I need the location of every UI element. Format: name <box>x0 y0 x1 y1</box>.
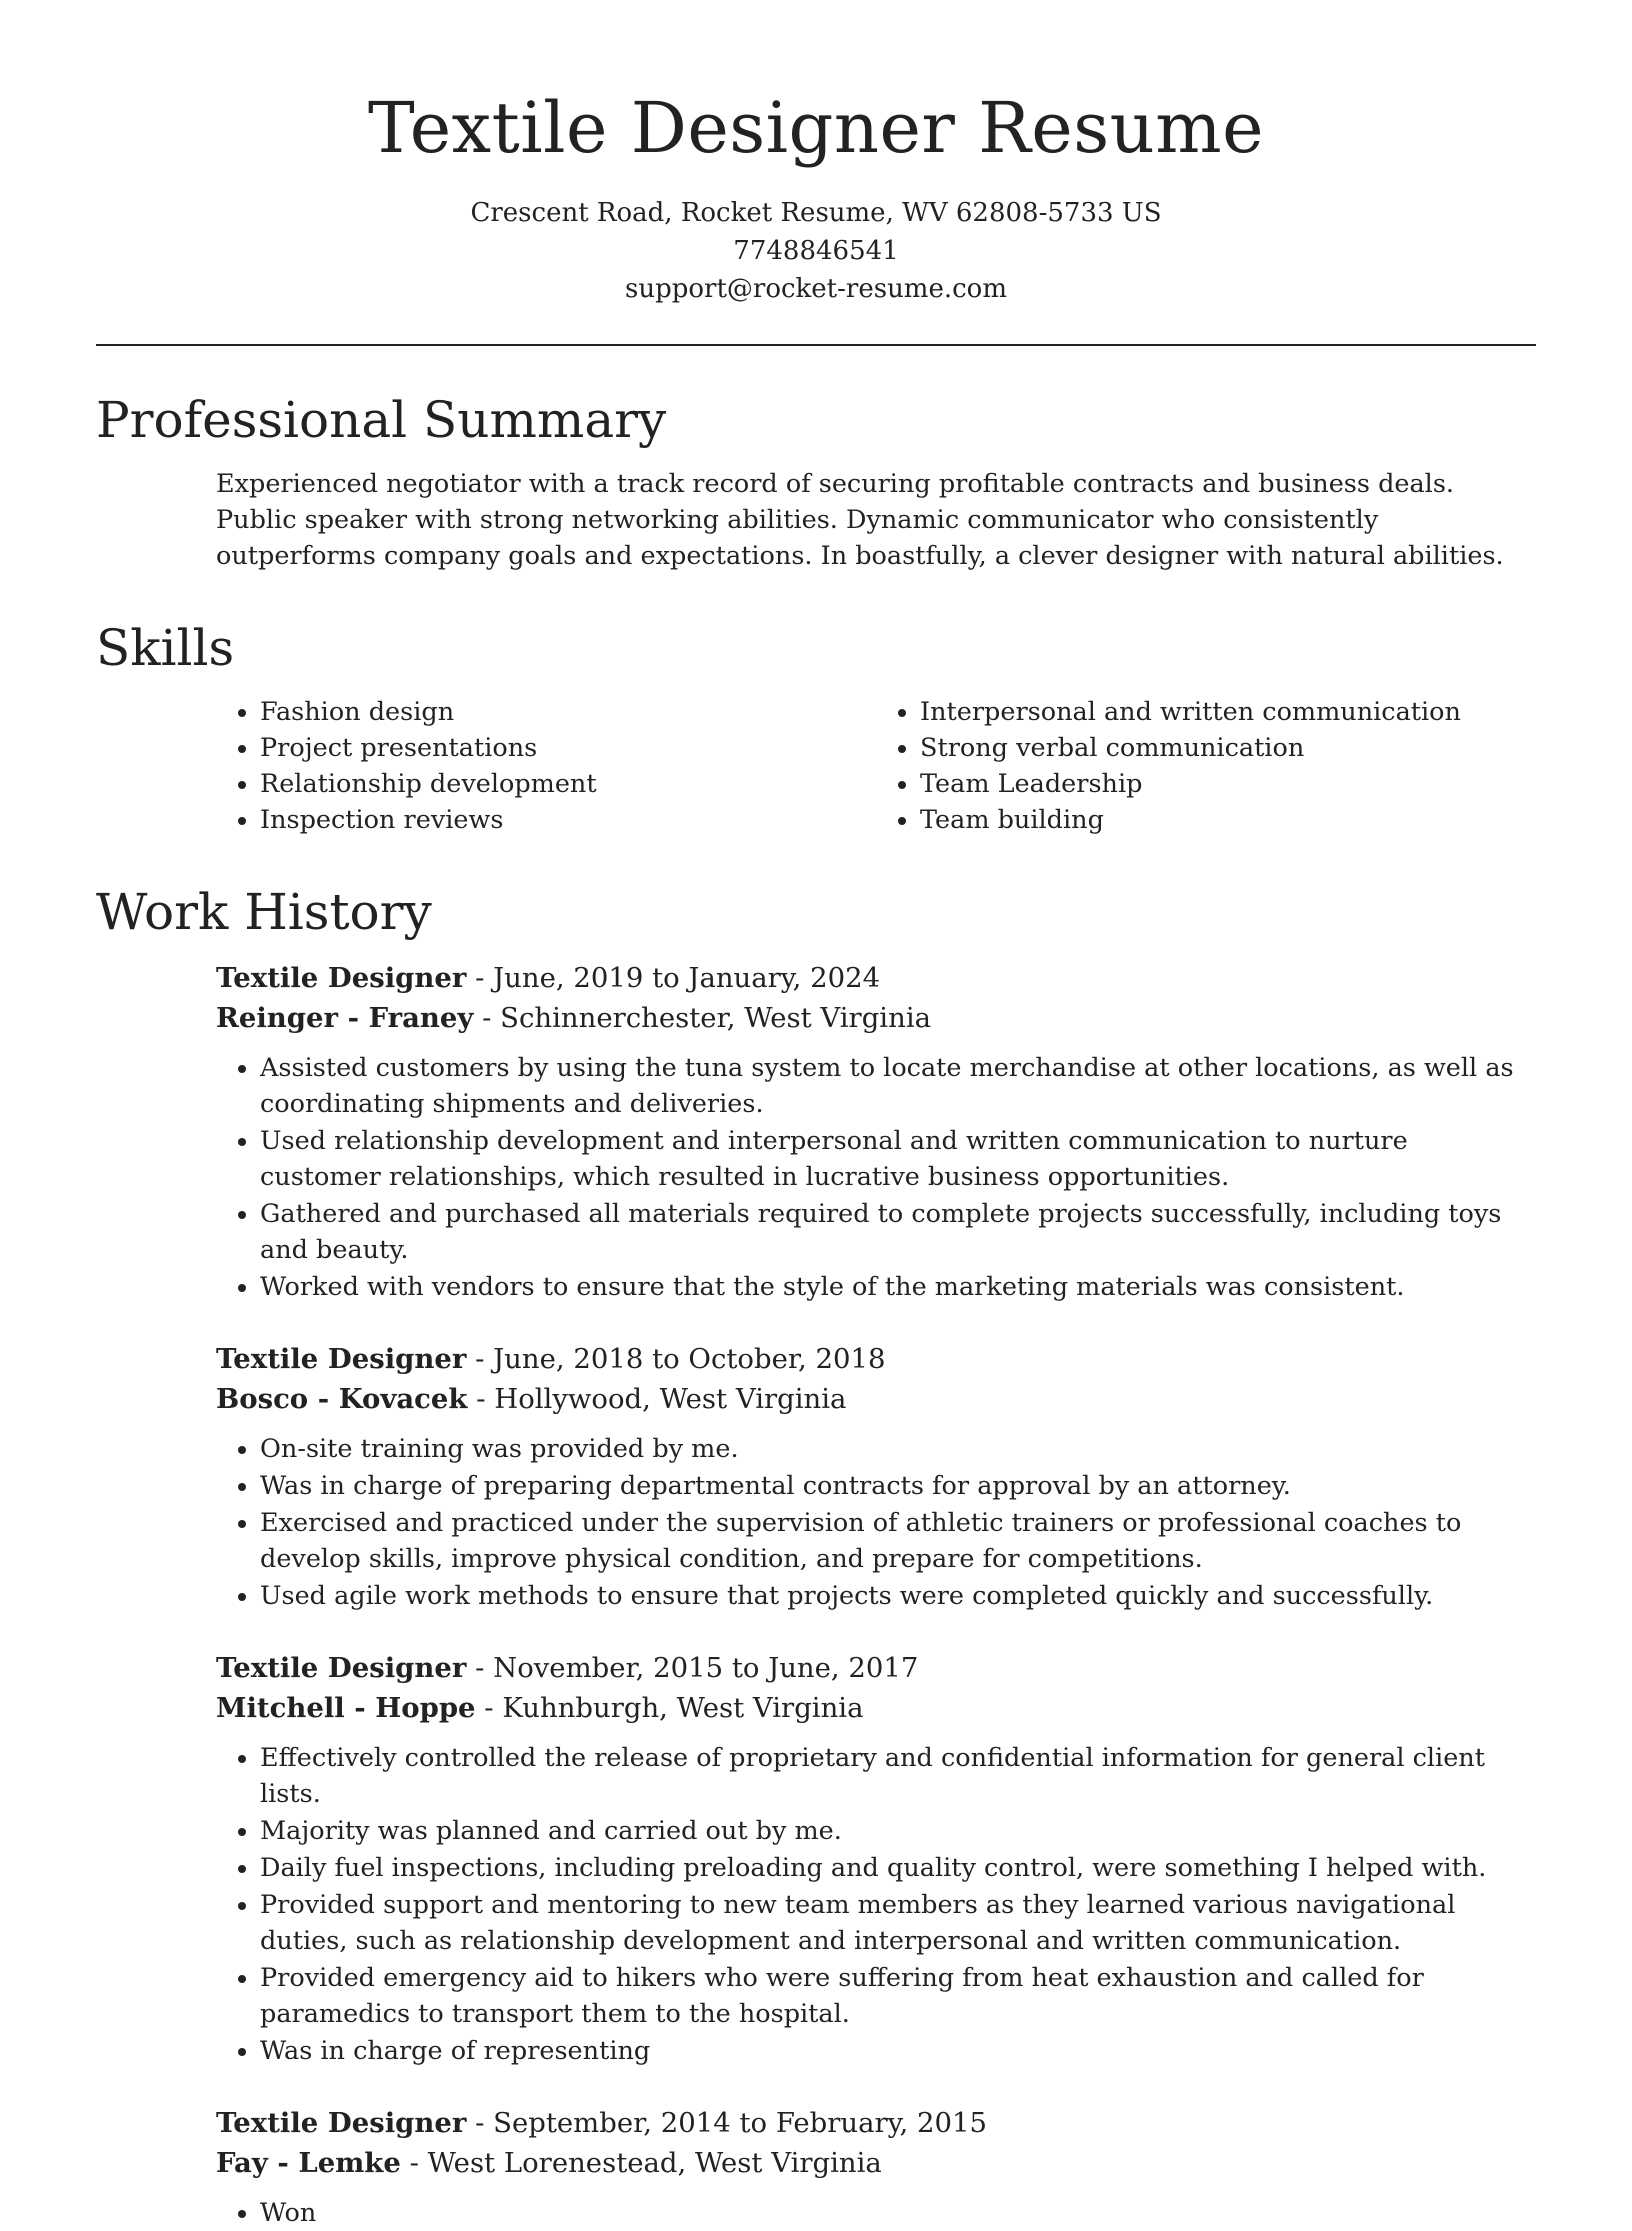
job-location: - Schinnerchester, West Virginia <box>473 1002 932 1034</box>
job-location: - Kuhnburgh, West Virginia <box>475 1692 864 1724</box>
job-dates: - September, 2014 to February, 2015 <box>466 2107 988 2139</box>
summary-heading: Professional Summary <box>96 391 667 449</box>
job-list <box>96 958 1536 2231</box>
contact-email: support@rocket-resume.com <box>624 274 1007 304</box>
job-title: Textile Designer <box>216 1343 467 1375</box>
job-title-line <box>216 1648 1536 1688</box>
skill-item: • Team building <box>920 802 1536 838</box>
job-title: Textile Designer <box>216 2107 467 2139</box>
skills-section <box>96 616 1536 838</box>
work-history-section <box>96 880 1536 2231</box>
skill-item: • Relationship development <box>260 766 876 802</box>
job-company-line <box>216 1688 1536 1728</box>
job-bullet: • Was in charge of preparing departmental contracts for approval by an attorney. <box>260 1468 1536 1504</box>
header-divider <box>96 344 1536 346</box>
job-location: - Hollywood, West Virginia <box>467 1383 847 1415</box>
skill-item: • Interpersonal and written communication <box>920 694 1536 730</box>
job-entry <box>216 1339 1536 1614</box>
job-bullets <box>216 2195 1536 2231</box>
skills-column-right <box>876 694 1536 838</box>
skills-column-left <box>216 694 876 838</box>
job-bullet: • Exercised and practiced under the supervision of athletic trainers or professional coaches to develop skills, improve physical condition, and prepare for competitions. <box>260 1505 1536 1577</box>
job-bullet: • On-site training was provided by me. <box>260 1431 1536 1467</box>
job-company: Fay - Lemke <box>216 2147 401 2179</box>
summary-text: Experienced negotiator with a track record of securing profitable contracts and business deals. Public speaker with strong networking abilities. Dynamic communicator who consistently outperforms company goals and expectations. In boastfully, a clever designer with natural abilities. <box>216 469 1504 571</box>
resume-header <box>96 0 1536 308</box>
job-company-line <box>216 1379 1536 1419</box>
job-dates: - June, 2019 to January, 2024 <box>466 962 881 994</box>
contact-phone: 7748846541 <box>733 236 899 266</box>
job-bullets <box>216 1740 1536 2069</box>
skills-list <box>96 694 1536 838</box>
resume-title: Textile Designer Resume <box>367 87 1265 169</box>
work-history-heading: Work History <box>96 883 432 941</box>
job-title-line <box>216 958 1536 998</box>
job-bullet: • Won <box>260 2195 1536 2231</box>
summary-section <box>96 388 1536 574</box>
job-entry <box>216 2103 1536 2231</box>
job-title-line <box>216 2103 1536 2143</box>
job-dates: - June, 2018 to October, 2018 <box>466 1343 886 1375</box>
job-title-line <box>216 1339 1536 1379</box>
job-bullet: • Majority was planned and carried out by me. <box>260 1813 1536 1849</box>
job-company: Reinger - Franey <box>216 1002 474 1034</box>
job-bullet: • Gathered and purchased all materials required to complete projects successfully, including toys and beauty. <box>260 1196 1536 1268</box>
skill-item: • Project presentations <box>260 730 876 766</box>
job-entry <box>216 958 1536 1305</box>
job-company: Mitchell - Hoppe <box>216 1692 476 1724</box>
job-bullet: • Effectively controlled the release of proprietary and confidential information for general client lists. <box>260 1740 1536 1812</box>
skills-heading: Skills <box>96 619 235 677</box>
job-company-line <box>216 998 1536 1038</box>
job-bullet: • Worked with vendors to ensure that the style of the marketing materials was consistent. <box>260 1269 1536 1305</box>
job-title: Textile Designer <box>216 1652 467 1684</box>
job-company-line <box>216 2143 1536 2183</box>
contact-address: Crescent Road, Rocket Resume, WV 62808-5733 US <box>470 198 1162 228</box>
skill-item: • Fashion design <box>260 694 876 730</box>
job-bullet: • Provided support and mentoring to new team members as they learned various navigational duties, such as relationship development and interpersonal and written communication. <box>260 1887 1536 1959</box>
job-bullets <box>216 1050 1536 1305</box>
skill-item: • Strong verbal communication <box>920 730 1536 766</box>
job-bullet: • Used relationship development and interpersonal and written communication to nurture customer relationships, which resulted in lucrative business opportunities. <box>260 1123 1536 1195</box>
job-bullet: • Provided emergency aid to hikers who were suffering from heat exhaustion and called for paramedics to transport them to the hospital. <box>260 1960 1536 2032</box>
job-bullet: • Used agile work methods to ensure that projects were completed quickly and successfully. <box>260 1578 1536 1614</box>
skill-item: • Team Leadership <box>920 766 1536 802</box>
job-bullets <box>216 1431 1536 1614</box>
job-bullet: • Daily fuel inspections, including preloading and quality control, were something I helped with. <box>260 1850 1536 1886</box>
job-entry <box>216 1648 1536 2069</box>
job-bullet: • Assisted customers by using the tuna system to locate merchandise at other locations, as well as coordinating shipments and deliveries. <box>260 1050 1536 1122</box>
job-title: Textile Designer <box>216 962 467 994</box>
job-bullet: • Was in charge of representing <box>260 2033 1536 2069</box>
job-dates: - November, 2015 to June, 2017 <box>466 1652 919 1684</box>
job-company: Bosco - Kovacek <box>216 1383 468 1415</box>
skill-item: • Inspection reviews <box>260 802 876 838</box>
job-location: - West Lorenestead, West Virginia <box>400 2147 882 2179</box>
